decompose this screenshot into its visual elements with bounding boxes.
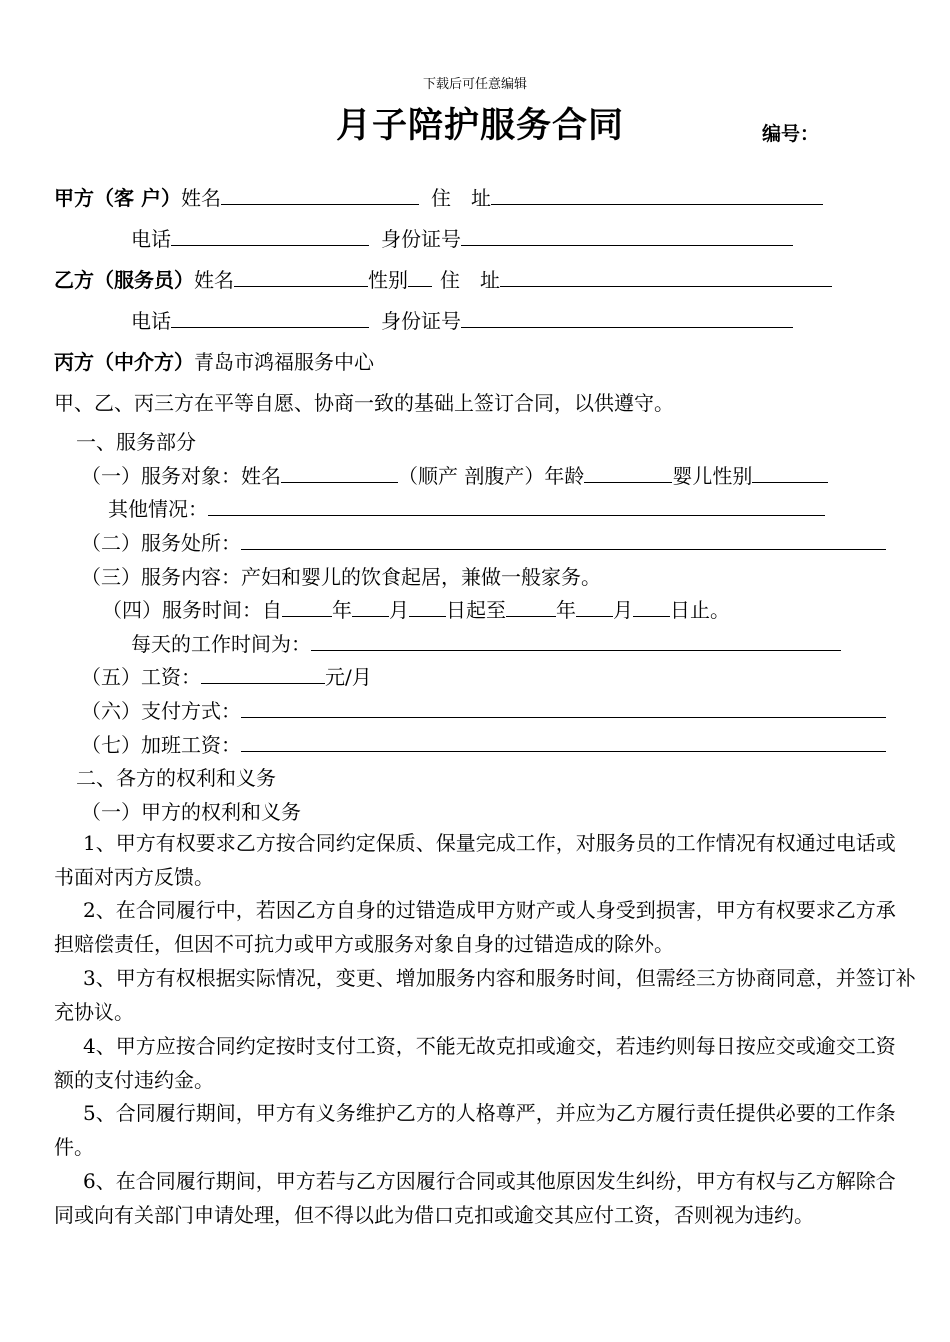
party-a-address-label: 住 址 [430, 186, 491, 210]
end-day-field[interactable] [633, 598, 670, 617]
party-a-phone-field[interactable] [171, 227, 369, 246]
party-b-id-field[interactable] [461, 309, 793, 328]
wage-field[interactable] [201, 665, 325, 684]
clause-6: 6、在合同履行期间，甲方若与乙方因履行合同或其他原因发生纠纷，甲方有权与乙方解除合同或向有关部门申请处理，但不得以此为借口克扣或逾交其应付工资，否则视为违约。 [54, 1169, 896, 1227]
start-day-field[interactable] [409, 598, 446, 617]
end-year-label: 年 [556, 598, 576, 622]
wage-row [81, 665, 372, 689]
daily-hours-row [131, 632, 841, 656]
delivery-type-label: （顺产 剖腹产）年龄 [398, 464, 585, 488]
other-info-label: 其他情况： [108, 497, 208, 521]
service-target-row [81, 464, 828, 488]
wage-label: （五）工资： [81, 665, 201, 689]
start-day-label: 日起至 [446, 598, 506, 622]
party-a-label: 甲方（客 户） [54, 186, 181, 210]
party-b-address-label: 住 址 [440, 268, 500, 292]
end-month-label: 月 [613, 598, 633, 622]
party-a-id-label: 身份证号 [381, 227, 461, 251]
start-year-label: 年 [332, 598, 352, 622]
party-b-id-label: 身份证号 [381, 309, 461, 333]
contract-number-label: 编号： [762, 123, 820, 145]
party-a-address-field[interactable] [491, 186, 823, 205]
service-time-label: （四）服务时间：自 [102, 598, 282, 622]
party-a-contact-row [131, 227, 793, 251]
party-b-label: 乙方（服务员） [54, 268, 194, 292]
service-location-field[interactable] [241, 531, 886, 550]
intro-text: 甲、乙、丙三方在平等自愿、协商一致的基础上签订合同，以供遵守。 [54, 391, 674, 415]
service-location-label: （二）服务处所： [81, 531, 241, 555]
service-location-row [81, 531, 886, 555]
overtime-wage-row [81, 733, 886, 757]
payment-method-row [81, 699, 886, 723]
other-info-field[interactable] [208, 497, 825, 516]
end-month-field[interactable] [576, 598, 613, 617]
other-info-row [108, 497, 825, 521]
start-month-label: 月 [389, 598, 409, 622]
payment-method-field[interactable] [241, 699, 886, 718]
payment-method-label: （六）支付方式： [81, 699, 241, 723]
party-c-row [54, 350, 374, 374]
baby-gender-field[interactable] [752, 464, 828, 483]
daily-hours-label: 每天的工作时间为： [131, 632, 311, 656]
service-time-row [102, 598, 730, 622]
party-b-address-field[interactable] [500, 268, 832, 287]
clause-3: 3、甲方有权根据实际情况，变更、增加服务内容和服务时间，但需经三方协商同意，并签订补充协议。 [54, 966, 916, 1024]
watermark-text: 下载后可任意编辑 [422, 77, 527, 92]
clause-4: 4、甲方应按合同约定按时支付工资，不能无故克扣或逾交，若违约则每日按应交或逾交工资额的支付违约金。 [54, 1034, 896, 1092]
party-b-phone-label: 电话 [131, 309, 171, 333]
party-c-value: 青岛市鸿福服务中心 [194, 350, 374, 374]
section2-heading: 二、各方的权利和义务 [76, 766, 276, 790]
party-b-gender-label: 性别 [368, 268, 408, 292]
target-age-field[interactable] [584, 464, 672, 483]
baby-gender-label: 婴儿性别 [672, 464, 753, 488]
party-b-name-label: 姓名 [194, 268, 234, 292]
clause-5: 5、合同履行期间，甲方有义务维护乙方的人格尊严，并应为乙方履行责任提供必要的工作条件。 [54, 1101, 896, 1159]
overtime-wage-label: （七）加班工资： [81, 733, 241, 757]
section1-heading: 一、服务部分 [76, 430, 196, 454]
daily-hours-field[interactable] [311, 632, 841, 651]
clause-1: 1、甲方有权要求乙方按合同约定保质、保量完成工作，对服务员的工作情况有权通过电话或书面对丙方反馈。 [54, 831, 896, 889]
party-b-phone-field[interactable] [171, 309, 369, 328]
party-a-row [54, 186, 823, 210]
target-name-field[interactable] [281, 464, 398, 483]
overtime-wage-field[interactable] [241, 733, 886, 752]
party-b-contact-row [131, 309, 793, 333]
wage-unit: 元/月 [325, 665, 372, 689]
party-b-row [54, 268, 832, 292]
party-a-name-field[interactable] [221, 186, 419, 205]
end-year-field[interactable] [506, 598, 556, 617]
party-a-phone-label: 电话 [131, 227, 171, 251]
party-b-gender-field[interactable] [408, 268, 432, 287]
contract-title: 月子陪护服务合同 [336, 106, 625, 146]
end-day-label: 日止。 [670, 598, 730, 622]
start-year-field[interactable] [282, 598, 332, 617]
party-a-rights-heading: （一）甲方的权利和义务 [81, 800, 301, 824]
clause-2: 2、在合同履行中，若因乙方自身的过错造成甲方财产或人身受到损害，甲方有权要求乙方承担赔偿责任，但因不可抗力或甲方或服务对象自身的过错造成的除外。 [54, 898, 896, 956]
start-month-field[interactable] [352, 598, 389, 617]
party-c-label: 丙方（中介方） [54, 350, 194, 374]
party-a-name-label: 姓名 [180, 186, 221, 210]
service-target-label: （一）服务对象：姓名 [81, 464, 281, 488]
party-b-name-field[interactable] [234, 268, 368, 287]
party-a-id-field[interactable] [461, 227, 793, 246]
service-content: （三）服务内容：产妇和婴儿的饮食起居，兼做一般家务。 [81, 565, 601, 589]
